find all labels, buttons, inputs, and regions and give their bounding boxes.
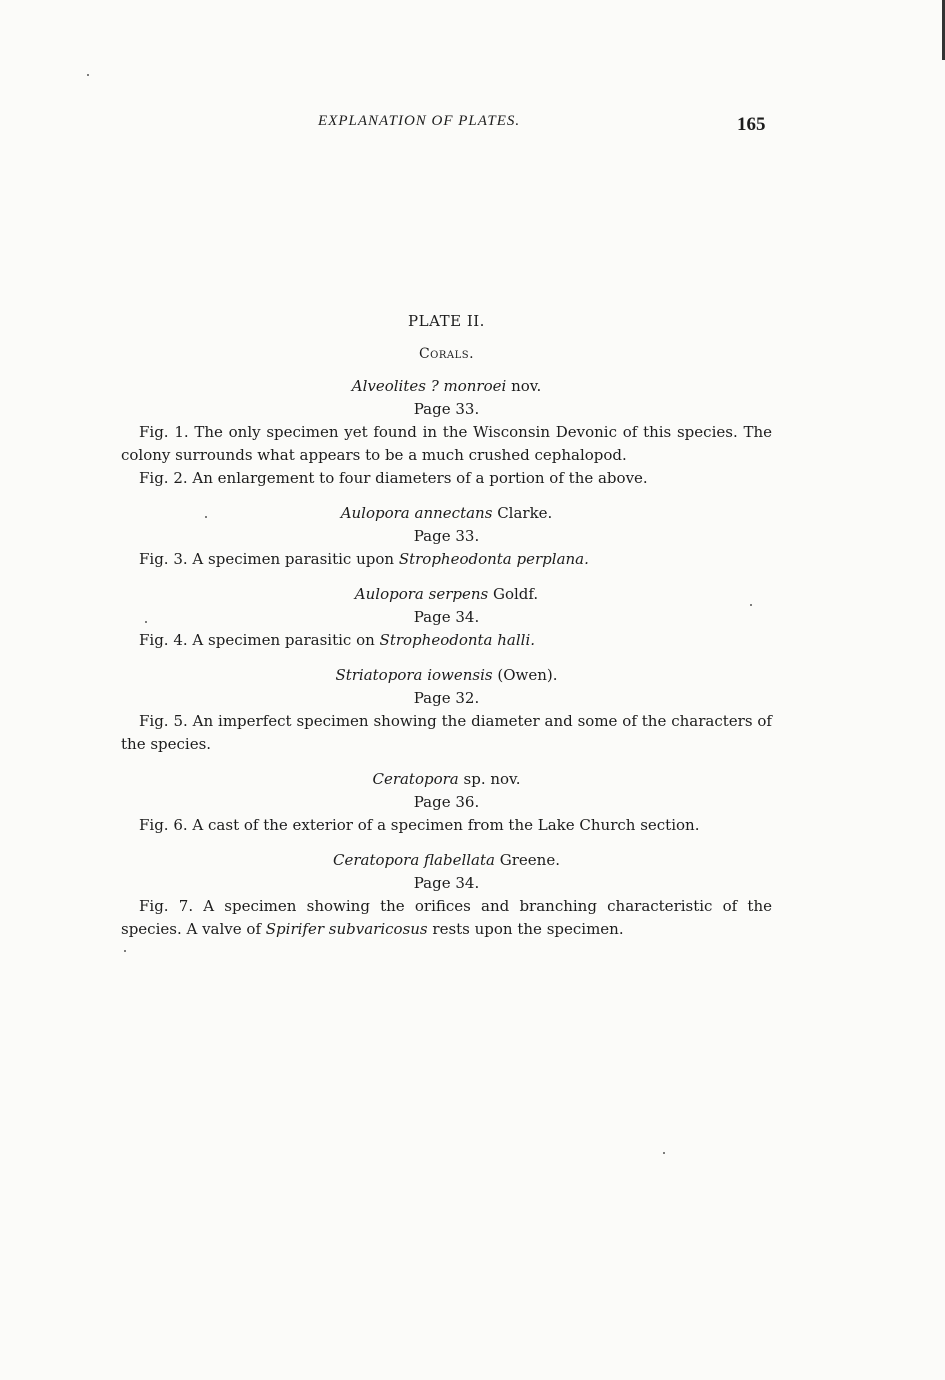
scan-speck	[145, 621, 147, 623]
page-reference: Page 33.	[413, 400, 480, 418]
figure-species-name: Spirifer subvaricosus	[265, 920, 428, 938]
species-author: sp. nov.	[463, 770, 521, 788]
page-reference: Page 32.	[413, 689, 480, 707]
page-reference: Page 36.	[413, 793, 480, 811]
species-section	[121, 768, 772, 837]
plate-explanation	[121, 310, 772, 941]
species-author: Clarke.	[497, 504, 553, 522]
running-head: EXPLANATION OF PLATES.	[318, 113, 521, 129]
scan-speck	[750, 604, 752, 606]
page-reference: Page 33.	[413, 527, 480, 545]
species-section	[121, 849, 772, 941]
plate-title: PLATE II.	[408, 312, 485, 330]
species-author: (Owen).	[497, 666, 558, 684]
species-name: Ceratopora	[372, 770, 459, 788]
scan-speck	[663, 1152, 665, 1154]
species-heading	[121, 375, 772, 398]
species-name: Striatopora iowensis	[335, 666, 493, 684]
plate-subtitle: Corals.	[418, 346, 475, 362]
page-reference: Page 34.	[413, 874, 480, 892]
figure-description: Fig. 6. A cast of the exterior of a specimen from the Lake Church section.	[139, 816, 700, 834]
species-heading	[121, 664, 772, 687]
page-number: 165	[737, 114, 766, 135]
figure-description: Fig. 2. An enlargement to four diameters of a portion of the above.	[139, 469, 648, 487]
species-heading	[121, 849, 772, 872]
scan-speck	[124, 950, 126, 952]
scan-speck	[87, 74, 89, 76]
figure-description: Fig. 5. An imperfect specimen showing the diameter and some of the characters of the species.	[121, 712, 772, 753]
figure-text: rests upon the specimen.	[427, 920, 624, 938]
scan-speck	[205, 516, 207, 518]
species-section	[121, 375, 772, 490]
species-name: Aulopora serpens	[354, 585, 489, 603]
species-section	[121, 502, 772, 571]
species-name: Ceratopora flabellata	[333, 851, 495, 869]
species-name: Alveolites ? monroei	[351, 377, 507, 395]
figure-species-name: Stropheodonta halli.	[379, 631, 536, 649]
figure-text: Fig. 7. A specimen showing the orifices and branching characteristic of the species. A valve of	[121, 897, 772, 938]
species-author: nov.	[511, 377, 542, 395]
figure-description	[121, 548, 772, 571]
species-heading	[121, 583, 772, 606]
species-heading	[121, 768, 772, 791]
figure-species-name: Stropheodonta perplana.	[398, 550, 589, 568]
species-name: Aulopora annectans	[340, 504, 493, 522]
figure-text: Fig. 4. A specimen parasitic on	[139, 631, 380, 649]
species-author: Greene.	[499, 851, 560, 869]
species-section	[121, 583, 772, 652]
figure-description	[121, 629, 772, 652]
species-section	[121, 664, 772, 756]
page-reference: Page 34.	[413, 608, 480, 626]
figure-text: Fig. 3. A specimen parasitic upon	[139, 550, 399, 568]
figure-description: Fig. 1. The only specimen yet found in the Wisconsin Devonic of this species. The colony surrounds what appears to be a much crushed cephalopod.	[121, 423, 772, 464]
species-heading	[121, 502, 772, 525]
species-author: Goldf.	[493, 585, 539, 603]
figure-description	[121, 895, 772, 941]
